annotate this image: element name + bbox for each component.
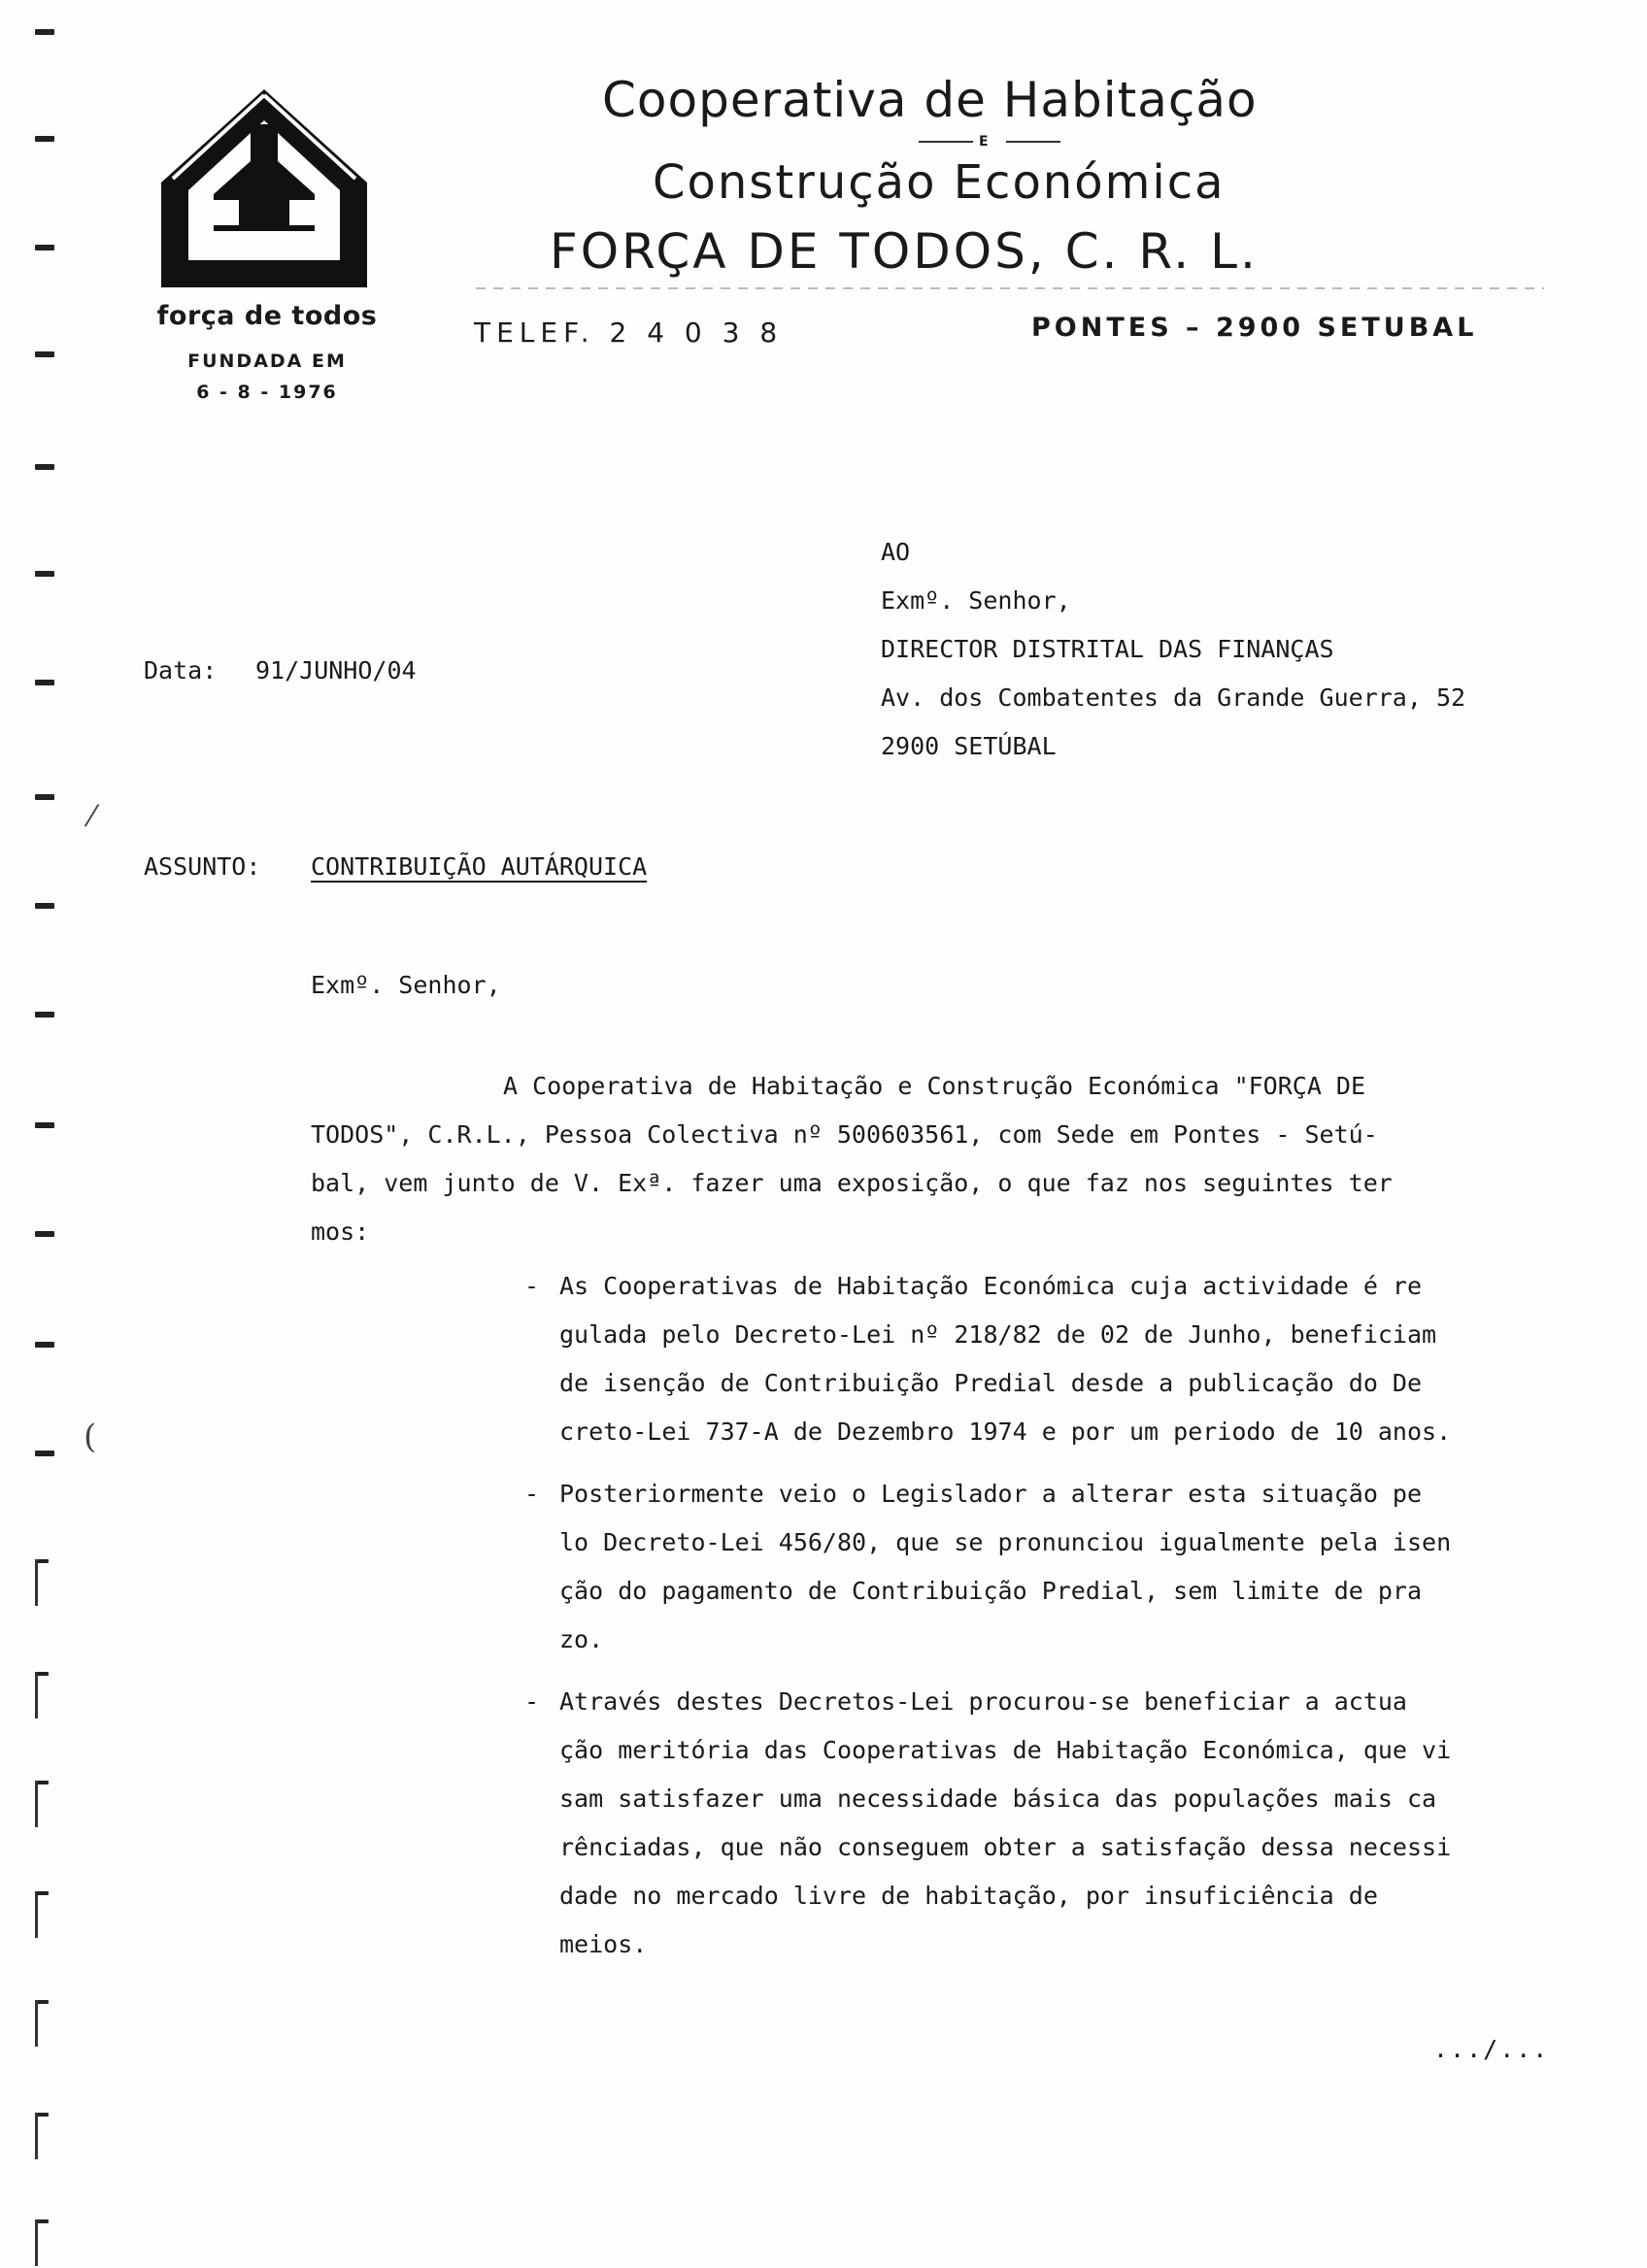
bullet-dash: -: [524, 1272, 540, 1300]
logo-name: força de todos: [156, 301, 378, 331]
paragraph-line: bal, vem junto de V. Exª. fazer uma exposição, o que faz nos seguintes ter: [311, 1169, 1393, 1197]
continuation-marker: .../...: [1433, 2035, 1550, 2063]
org-name-line3: FORÇA DE TODOS, C. R. L.: [550, 223, 1259, 280]
binder-mark: [35, 1672, 49, 1676]
bullet-list: [524, 1262, 1554, 1983]
letterhead-divider: [476, 287, 1544, 289]
date-label: Data:: [144, 656, 218, 684]
org-address: PONTES – 2900 SETUBAL: [1031, 313, 1478, 343]
binder-mark: [35, 1451, 54, 1456]
pen-scribble: (: [84, 1418, 97, 1456]
paragraph-line: mos:: [311, 1217, 370, 1246]
binder-marks: [35, 0, 64, 2268]
binder-mark: [35, 136, 54, 142]
founded-block: [146, 346, 388, 408]
cooperative-logo: [146, 85, 379, 416]
salutation: Exmº. Senhor,: [311, 971, 501, 999]
subject-line: [144, 852, 647, 881]
recipient-line: Av. dos Combatentes da Grande Guerra, 52: [881, 684, 1466, 712]
bullet-line: ção do pagamento de Contribuição Predial, sem limite de pra: [559, 1577, 1423, 1605]
binder-mark: [35, 1122, 54, 1128]
bullet-dash: -: [524, 1480, 540, 1508]
recipient-line: AO: [881, 538, 911, 566]
pen-scribble: ⁄: [89, 800, 95, 834]
binder-mark: [35, 2219, 49, 2223]
bullet-line: lo Decreto-Lei 456/80, que se pronunciou igualmente pela isen: [559, 1528, 1452, 1556]
recipient-line: DIRECTOR DISTRITAL DAS FINANÇAS: [881, 635, 1334, 663]
bullet-line: Posteriormente veio o Legislador a alterar esta situação pe: [559, 1480, 1423, 1508]
binder-mark: [35, 464, 54, 470]
binder-mark: [35, 2113, 49, 2117]
bullet-line: rênciadas, que não conseguem obter a satisfação dessa necessi: [559, 1833, 1452, 1861]
letter-date: [144, 656, 417, 684]
binder-mark: [35, 1012, 54, 1017]
binder-mark: [35, 1342, 54, 1348]
intro-paragraph: [311, 1062, 1393, 1256]
bullet-line: meios.: [559, 1930, 648, 1958]
binder-mark: [35, 794, 54, 800]
bullet-line: dade no mercado livre de habitação, por insuficiência de: [559, 1882, 1378, 1910]
org-connector: E: [913, 134, 1066, 150]
bullet-line: creto-Lei 737-A de Dezembro 1974 e por um periodo de 10 anos.: [559, 1418, 1452, 1446]
binder-mark: [35, 29, 54, 35]
bullet-line: ção meritória das Cooperativas de Habitação Económica, que vi: [559, 1736, 1452, 1764]
paragraph-line: TODOS", C.R.L., Pessoa Colectiva nº 500603561, com Sede em Pontes - Setú-: [311, 1120, 1378, 1149]
binder-mark: [35, 571, 54, 577]
binder-mark: [35, 1559, 49, 1563]
binder-mark: [35, 1231, 54, 1237]
bullet-line: As Cooperativas de Habitação Económica cuja actividade é re: [559, 1272, 1423, 1300]
recipient-line: Exmº. Senhor,: [881, 586, 1071, 615]
recipient-block: [881, 528, 1465, 771]
binder-mark: [35, 680, 54, 685]
bullet-line: sam satisfazer uma necessidade básica das populações mais ca: [559, 1784, 1437, 1813]
org-name-line1: Cooperativa de Habitação: [602, 72, 1258, 128]
bullet-line: gulada pelo Decreto-Lei nº 218/82 de 02 de Junho, beneficiam: [559, 1320, 1437, 1349]
binder-mark: [35, 1891, 49, 1895]
binder-mark: [35, 2000, 49, 2004]
org-name-line2: Construção Económica: [653, 155, 1226, 210]
date-value: 91/JUNHO/04: [255, 656, 417, 684]
binder-mark: [35, 1781, 49, 1784]
bullet-item: [524, 1262, 1554, 1456]
bullet-item: [524, 1678, 1554, 1969]
founded-date: 6 - 8 - 1976: [196, 382, 338, 403]
bullet-line: de isenção de Contribuição Predial desde a publicação do De: [559, 1369, 1423, 1397]
binder-mark: [35, 351, 54, 357]
recipient-line: 2900 SETÚBAL: [881, 732, 1057, 760]
paragraph-line: A Cooperativa de Habitação e Construção Económica "FORÇA DE: [503, 1072, 1366, 1100]
bullet-line: Através destes Decretos-Lei procurou-se beneficiar a actua: [559, 1687, 1407, 1716]
bullet-dash: -: [524, 1687, 540, 1716]
binder-mark: [35, 903, 54, 909]
subject-value: CONTRIBUIÇÃO AUTÁRQUICA: [311, 852, 648, 881]
house-logo-icon: [155, 85, 374, 291]
bullet-line: zo.: [559, 1625, 604, 1653]
founded-label: FUNDADA EM: [187, 350, 347, 372]
binder-mark: [35, 245, 54, 250]
bullet-item: [524, 1470, 1554, 1664]
subject-label: ASSUNTO:: [144, 852, 261, 881]
phone-number: TELEF. 2 4 0 3 8: [474, 317, 784, 349]
